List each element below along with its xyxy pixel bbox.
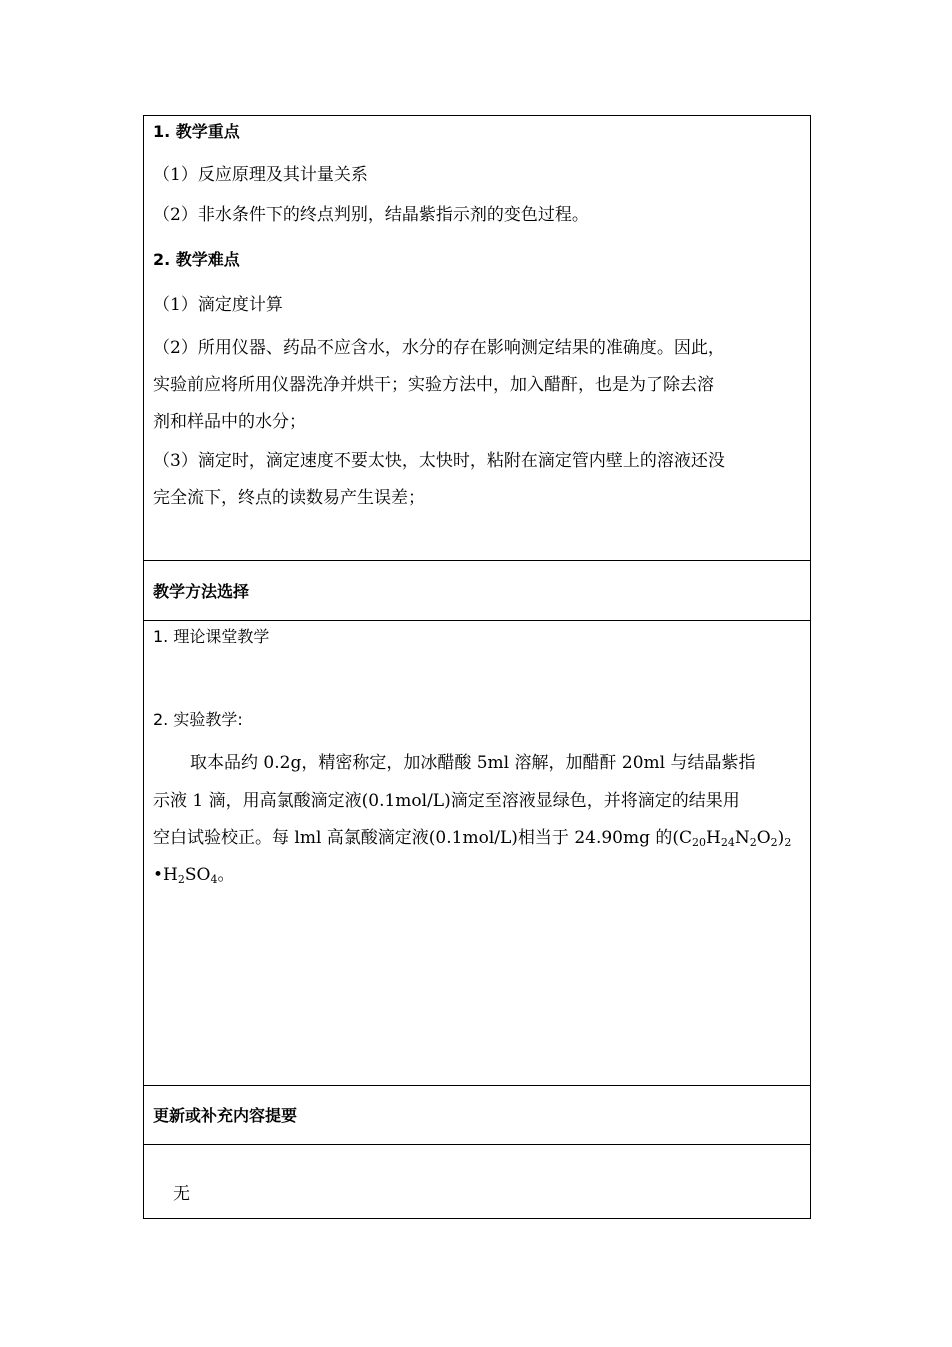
focus-item-1: （1）反应原理及其计量关系 [153,165,368,185]
method-item-1: 1. 理论课堂教学 [153,627,270,646]
difficulty-item-2-line-2: 实验前应将所用仪器洗净并烘干；实验方法中，加入醋酐，也是为了除去溶 [153,375,714,395]
method-paragraph-line-4: $•H_2SO_4$。 [153,865,235,886]
focus-heading: 1. 教学重点 [153,122,240,141]
difficulty-item-2-line-1: （2）所用仪器、药品不应含水，水分的存在影响测定结果的准确度。因此， [153,338,725,358]
divider [144,620,810,621]
method-item-2: 2. 实验教学: [153,710,243,729]
divider [144,560,810,561]
method-paragraph-line-2: 示液 1 滴，用高氯酸滴定液(0.1mol/L)滴定至溶液显绿色，并将滴定的结果用 [153,791,740,811]
content-table [143,115,811,1219]
difficulty-heading: 2. 教学难点 [153,250,240,269]
difficulty-item-2-line-3: 剂和样品中的水分； [153,412,306,432]
divider [144,1085,810,1086]
divider [144,1144,810,1145]
update-content: 无 [173,1184,190,1204]
focus-item-2: （2）非水条件下的终点判别，结晶紫指示剂的变色过程。 [153,205,589,225]
difficulty-item-3-line-1: （3）滴定时，滴定速度不要太快，太快时，粘附在滴定管内壁上的溶液还没 [153,451,725,471]
method-paragraph-line-1: 取本品约 0.2g，精密称定，加冰醋酸 5ml 溶解，加醋酐 20ml 与结晶紫指 [190,753,756,773]
method-paragraph-line-3: 空白试验校正。每 lml 高氯酸滴定液(0.1mol/L)相当于 24.90mg 的$(C_{20}H_{24}N_2O_2)_2$ [153,828,792,849]
method-title: 教学方法选择 [153,582,250,601]
update-title: 更新或补充内容提要 [153,1106,298,1125]
difficulty-item-1: （1）滴定度计算 [153,295,283,315]
difficulty-item-3-line-2: 完全流下，终点的读数易产生误差； [153,488,425,508]
